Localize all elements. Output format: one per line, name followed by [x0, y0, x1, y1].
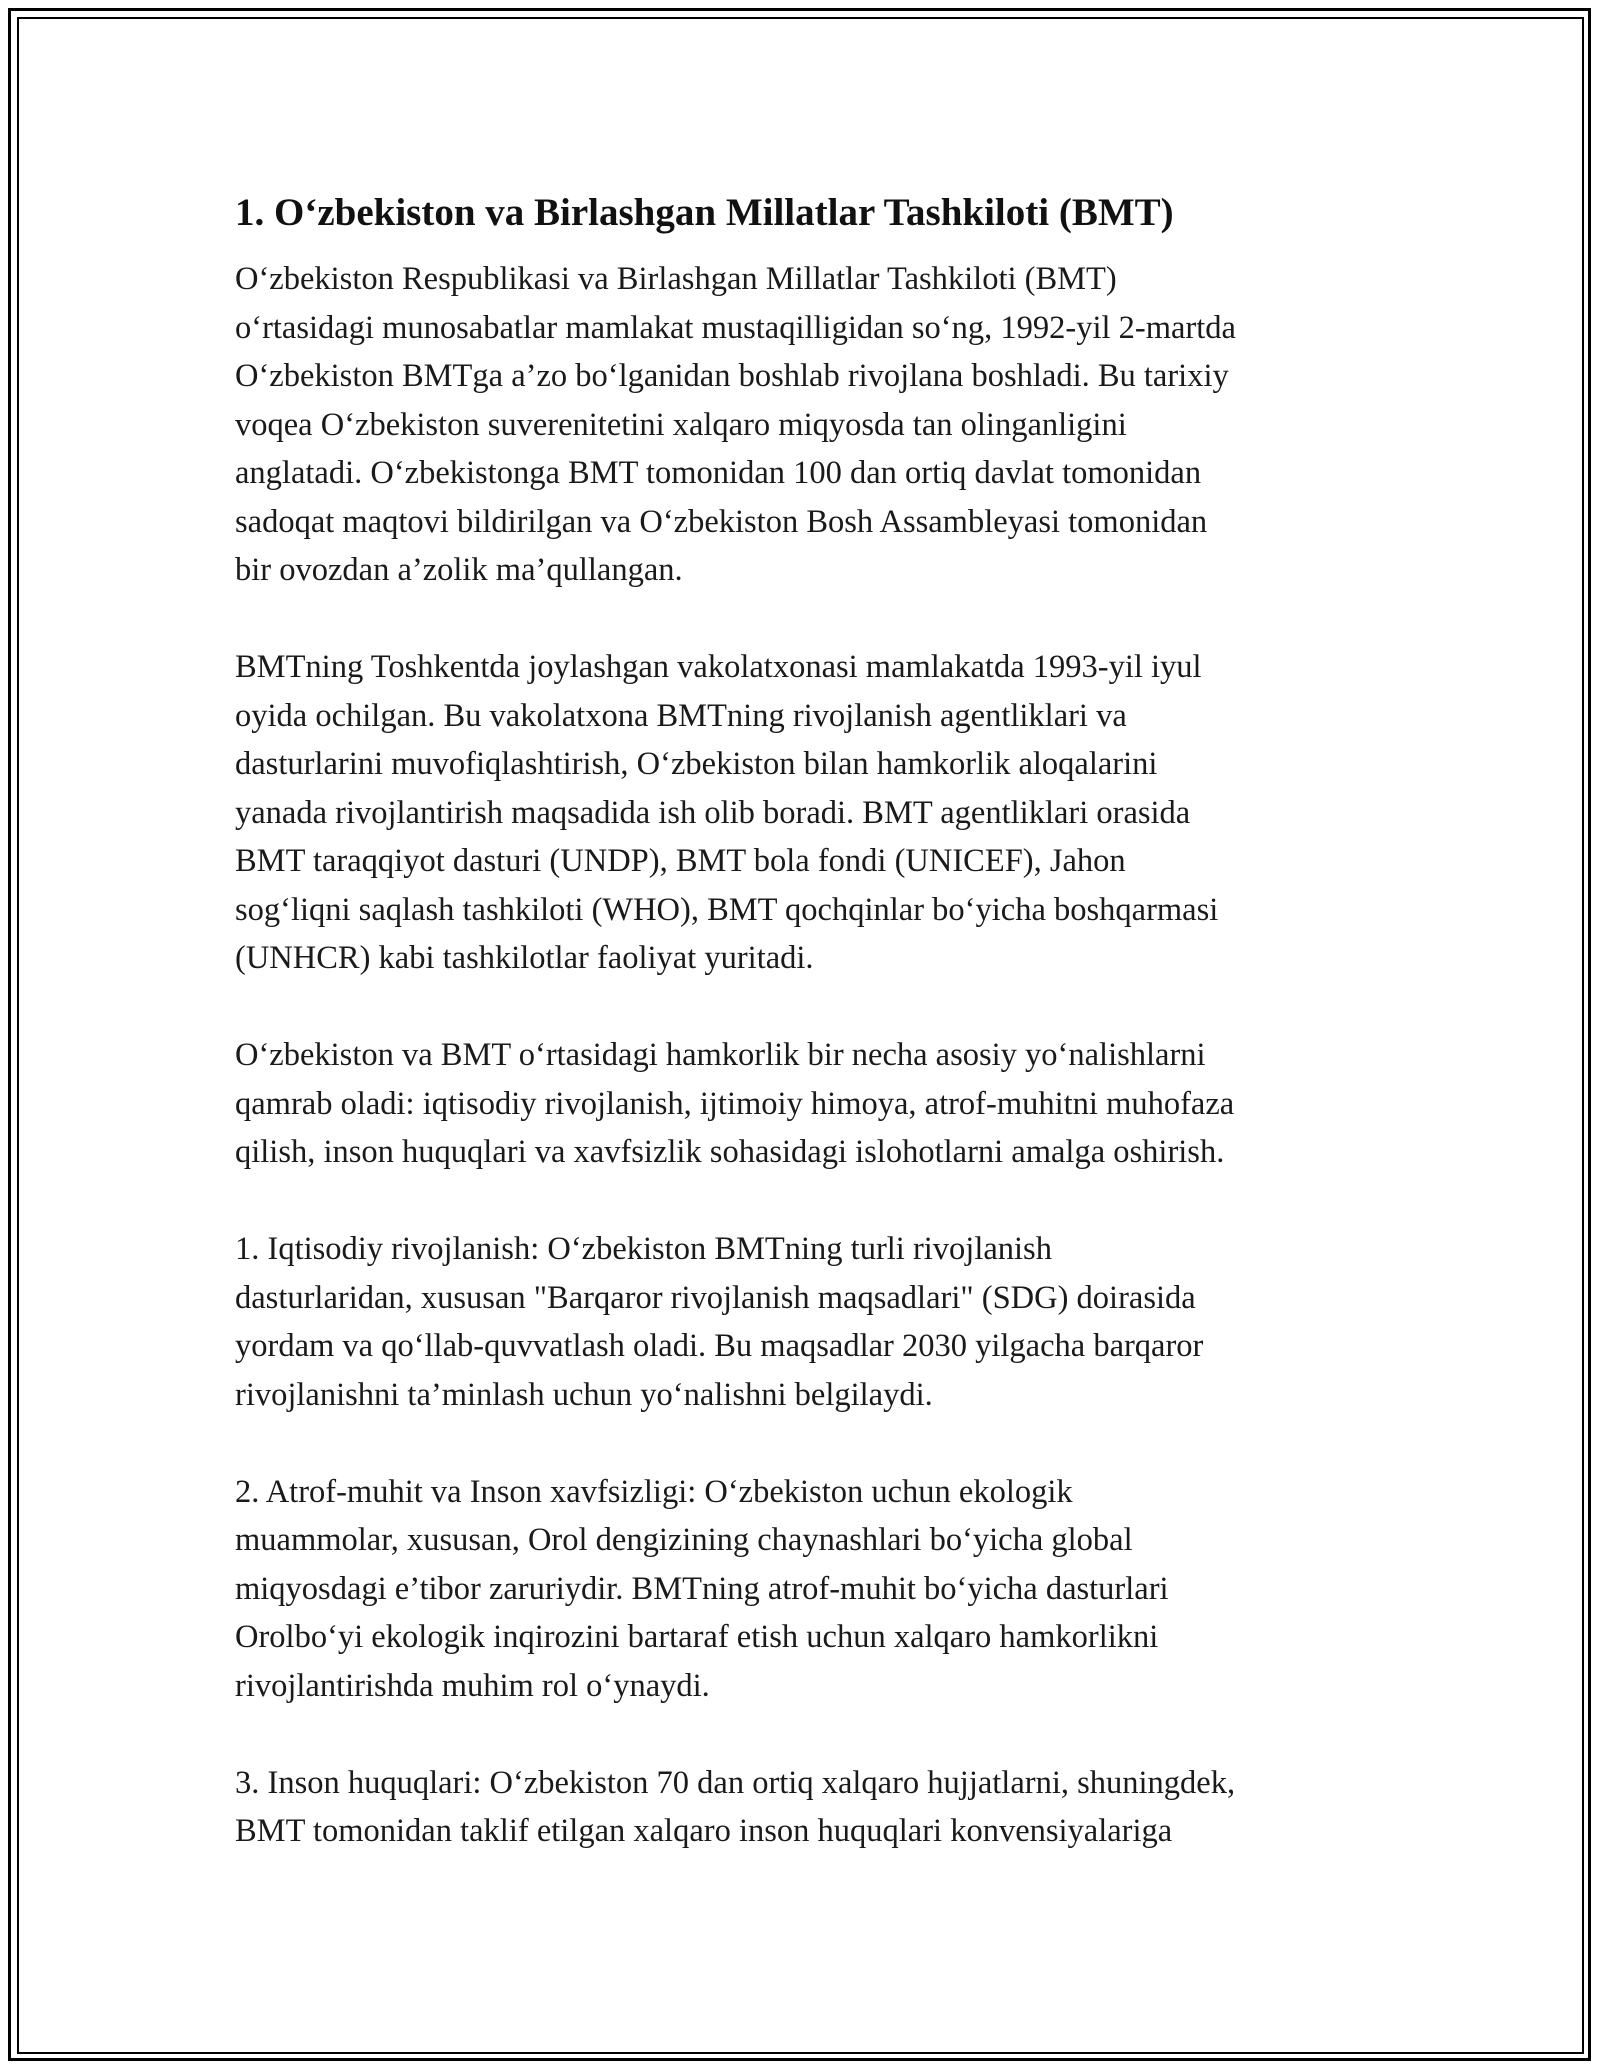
text-line: muammolar, xususan, Orol dengizining chaynashlari bo‘yicha global — [235, 1522, 1133, 1558]
text-line: anglatadi. O‘zbekistonga BMT tomonidan 100 dan ortiq davlat tomonidan — [235, 455, 1202, 491]
paragraph-intro — [235, 255, 1375, 595]
text-line: dasturlarini muvofiqlashtirish, O‘zbekiston bilan hamkorlik aloqalarini — [235, 746, 1158, 782]
text-line: Orolbo‘yi ekologik inqirozini bartaraf etish uchun xalqaro hamkorlikni — [235, 1619, 1159, 1655]
text-line: 2. Atrof-muhit va Inson xavfsizligi: O‘zbekiston uchun ekologik — [235, 1473, 1073, 1510]
text-line: dasturlaridan, xususan "Barqaror rivojlanish maqsadlari" (SDG) doirasida — [235, 1279, 1196, 1316]
text-line: rivojlantirishda muhim rol o‘ynaydi. — [235, 1667, 710, 1704]
paragraph-economic-development — [235, 1225, 1375, 1419]
paragraph-environment-security — [235, 1468, 1375, 1711]
text-line: 1. Iqtisodiy rivojlanish: O‘zbekiston BMTning turli rivojlanish — [235, 1231, 1052, 1267]
text-line: BMT taraqqiyot dasturi (UNDP), BMT bola fondi (UNICEF), Jahon — [235, 843, 1126, 879]
text-line: sog‘liqni saqlash tashkiloti (WHO), BMT qochqinlar bo‘yicha boshqarmasi — [235, 891, 1219, 928]
paragraph-cooperation-areas — [235, 1031, 1375, 1177]
text-line: O‘zbekiston va BMT o‘rtasidagi hamkorlik bir necha asosiy yo‘nalishlarni — [235, 1037, 1206, 1073]
text-line: O‘zbekiston BMTga a’zo bo‘lganidan boshlab rivojlana boshladi. Bu tarixiy — [235, 358, 1229, 394]
text-line: yanada rivojlantirish maqsadida ish olib boradi. BMT agentliklari orasida — [235, 794, 1191, 831]
text-line: voqea O‘zbekiston suverenitetini xalqaro miqyosda tan olinganligini — [235, 406, 1127, 443]
text-line: BMTning Toshkentda joylashgan vakolatxonasi mamlakatda 1993-yil iyul — [235, 649, 1202, 685]
text-line: qamrab oladi: iqtisodiy rivojlanish, ijtimoiy himoya, atrof-muhitni muhofaza — [235, 1085, 1235, 1122]
text-line: (UNHCR) kabi tashkilotlar faoliyat yuritadi. — [235, 940, 814, 976]
paragraph-tashkent-office — [235, 643, 1375, 983]
text-line: O‘zbekiston Respublikasi va Birlashgan Millatlar Tashkiloti (BMT) — [235, 261, 1117, 297]
text-line: oyida ochilgan. Bu vakolatxona BMTning rivojlanish agentliklari va — [235, 697, 1127, 734]
text-line: rivojlanishni ta’minlash uchun yo‘nalishni belgilaydi. — [235, 1376, 933, 1413]
text-line: bir ovozdan a’zolik ma’qullangan. — [235, 552, 683, 588]
text-line: yordam va qo‘llab-quvvatlash oladi. Bu maqsadlar 2030 yilgacha barqaror — [235, 1328, 1204, 1364]
document-body — [235, 185, 1375, 1904]
text-line: sadoqat maqtovi bildirilgan va O‘zbekiston Bosh Assambleyasi tomonidan — [235, 503, 1208, 540]
text-line: 3. Inson huquqlari: O‘zbekiston 70 dan ortiq xalqaro hujjatlarni, shuningdek, — [235, 1764, 1236, 1801]
text-line: o‘rtasidagi munosabatlar mamlakat mustaqilligidan so‘ng, 1992-yil 2-martda — [235, 309, 1236, 346]
text-line: BMT tomonidan taklif etilgan xalqaro inson huquqlari konvensiyalariga — [235, 1813, 1173, 1849]
document-title: 1. O‘zbekiston va Birlashgan Millatlar Tashkiloti (BMT) — [235, 191, 1174, 234]
paragraph-human-rights — [235, 1759, 1375, 1856]
text-line: miqyosdagi e’tibor zaruriydir. BMTning atrof-muhit bo‘yicha dasturlari — [235, 1570, 1169, 1607]
text-line: qilish, inson huquqlari va xavfsizlik sohasidagi islohotlarni amalga oshirish. — [235, 1134, 1225, 1170]
